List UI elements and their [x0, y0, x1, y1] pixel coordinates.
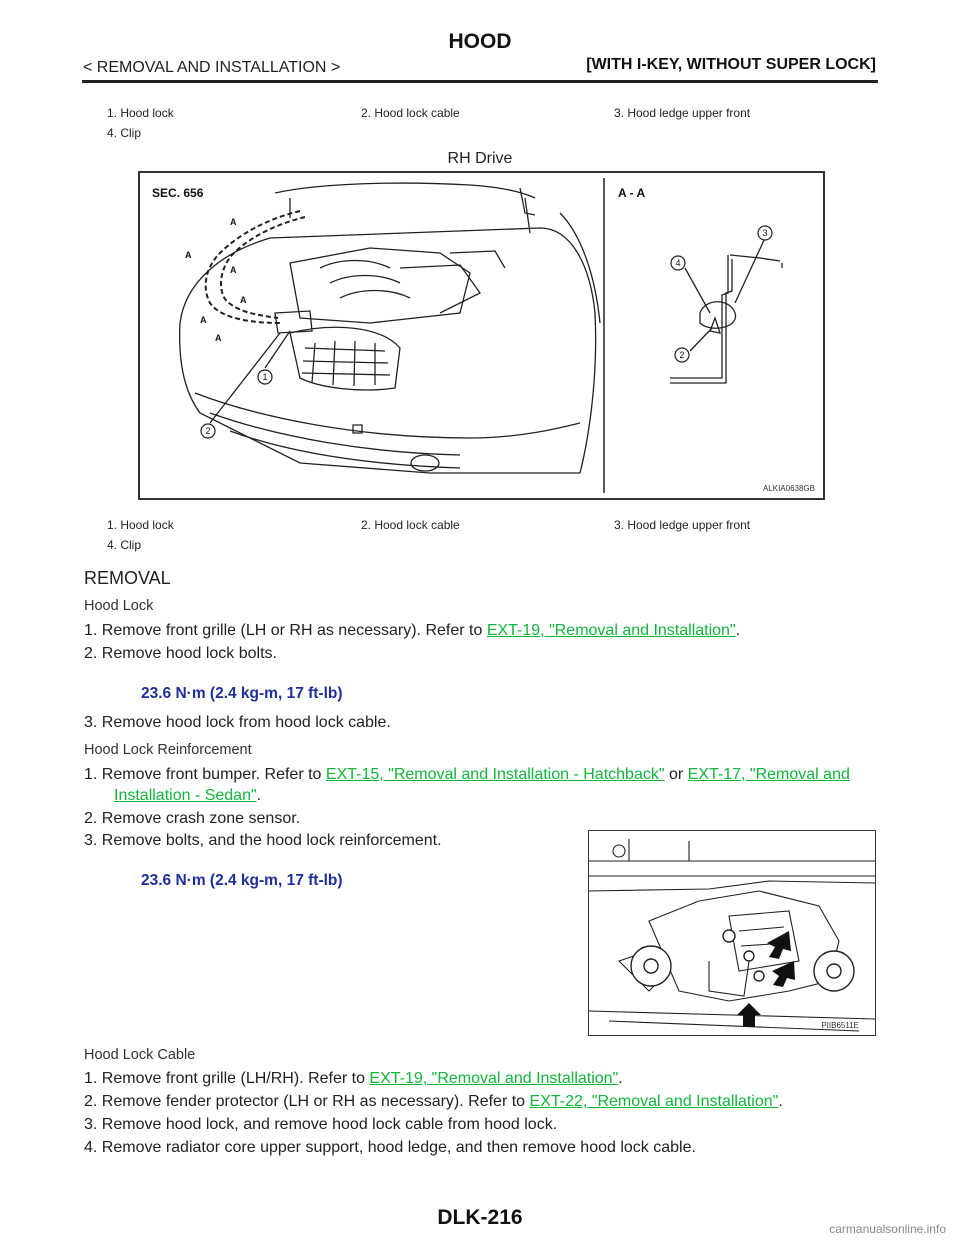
variant-label: [WITH I-KEY, WITHOUT SUPER LOCK] — [586, 56, 876, 73]
cable-step-2: 2. Remove fender protector (LH or RH as necessary). Refer to EXT-22, "Removal and Installation". — [84, 1093, 783, 1110]
ext-22-link[interactable]: EXT-22, "Removal and Installation" — [529, 1093, 779, 1110]
callout-2-detail: 2 — [679, 350, 685, 360]
figure-id: ALKIA0638GB — [762, 484, 815, 493]
page-number: DLK-216 — [437, 1206, 523, 1229]
callout-1: 1 — [262, 372, 268, 382]
torque-spec: 23.6 N·m (2.4 kg-m, 17 ft-lb) — [141, 872, 343, 889]
reinforcement-step-1: 1. Remove front bumper. Refer to EXT-15, "Removal and Installation - Hatchback" or EXT-17, "Removal and — [84, 766, 850, 783]
cable-title: Hood Lock Cable — [84, 1047, 196, 1063]
reinforcement-figure — [588, 830, 876, 1036]
section-number-label: SEC. 656 — [152, 186, 204, 200]
hood-lock-step-3: 3. Remove hood lock from hood lock cable. — [84, 714, 391, 731]
legend-item: 1. Hood lock — [107, 106, 174, 120]
torque-spec: 23.6 N·m (2.4 kg-m, 17 ft-lb) — [141, 685, 343, 702]
legend-top — [0, 0, 960, 150]
reinforcement-step-2: 2. Remove crash zone sensor. — [84, 810, 301, 827]
callout-a: A — [230, 265, 237, 275]
ext-15-link[interactable]: EXT-15, "Removal and Installation - Hatchback" — [325, 766, 665, 783]
reinforcement-step-1-cont: Installation - Sedan". — [114, 787, 262, 804]
watermark-text: carmanualsonline.info — [829, 1222, 946, 1236]
legend-item: 4. Clip — [107, 538, 142, 552]
legend-item: 3. Hood ledge upper front — [614, 518, 751, 532]
legend-item: 3. Hood ledge upper front — [614, 106, 751, 120]
engine-bay-illustration — [140, 173, 823, 498]
figure-id: PIIB6511E — [821, 1021, 859, 1030]
reinforcement-title: Hood Lock Reinforcement — [84, 742, 252, 758]
ext-17-link-cont[interactable]: Installation - Sedan" — [114, 787, 257, 804]
hood-lock-figure — [138, 171, 825, 500]
ext-19-link[interactable]: EXT-19, "Removal and Installation" — [486, 622, 736, 639]
callout-4: 4 — [675, 258, 681, 268]
hood-lock-title: Hood Lock — [84, 598, 154, 614]
page-title: HOOD — [448, 30, 512, 53]
reinforcement-step-3: 3. Remove bolts, and the hood lock reinforcement. — [84, 832, 442, 849]
view-label: A - A — [618, 186, 646, 200]
section-breadcrumb: < REMOVAL AND INSTALLATION > — [83, 59, 341, 76]
legend-item: 2. Hood lock cable — [361, 518, 460, 532]
figure-caption: RH Drive — [447, 150, 513, 167]
legend-item: 2. Hood lock cable — [361, 106, 460, 120]
callout-a: A — [240, 295, 247, 305]
ext-17-link[interactable]: EXT-17, "Removal and — [687, 766, 850, 783]
legend-bottom — [0, 510, 960, 560]
ext-19-link-2[interactable]: EXT-19, "Removal and Installation" — [369, 1070, 619, 1087]
cable-step-1: 1. Remove front grille (LH/RH). Refer to EXT-19, "Removal and Installation". — [84, 1070, 623, 1087]
callout-a: A — [200, 315, 207, 325]
callout-2: 2 — [205, 426, 211, 436]
hood-lock-step-2: 2. Remove hood lock bolts. — [84, 645, 277, 662]
callout-a: A — [215, 333, 222, 343]
cable-step-4: 4. Remove radiator core upper support, hood ledge, and then remove hood lock cable. — [84, 1139, 696, 1156]
removal-heading: REMOVAL — [84, 568, 171, 588]
reinforcement-illustration — [589, 831, 875, 1035]
legend-item: 1. Hood lock — [107, 518, 174, 532]
callout-a: A — [185, 250, 192, 260]
hood-lock-step-1: 1. Remove front grille (LH or RH as necessary). Refer to EXT-19, "Removal and Installation". — [84, 622, 741, 639]
legend-item: 4. Clip — [107, 126, 142, 140]
callout-a: A — [230, 217, 237, 227]
cable-step-3: 3. Remove hood lock, and remove hood lock cable from hood lock. — [84, 1116, 558, 1133]
callout-3: 3 — [762, 228, 768, 238]
